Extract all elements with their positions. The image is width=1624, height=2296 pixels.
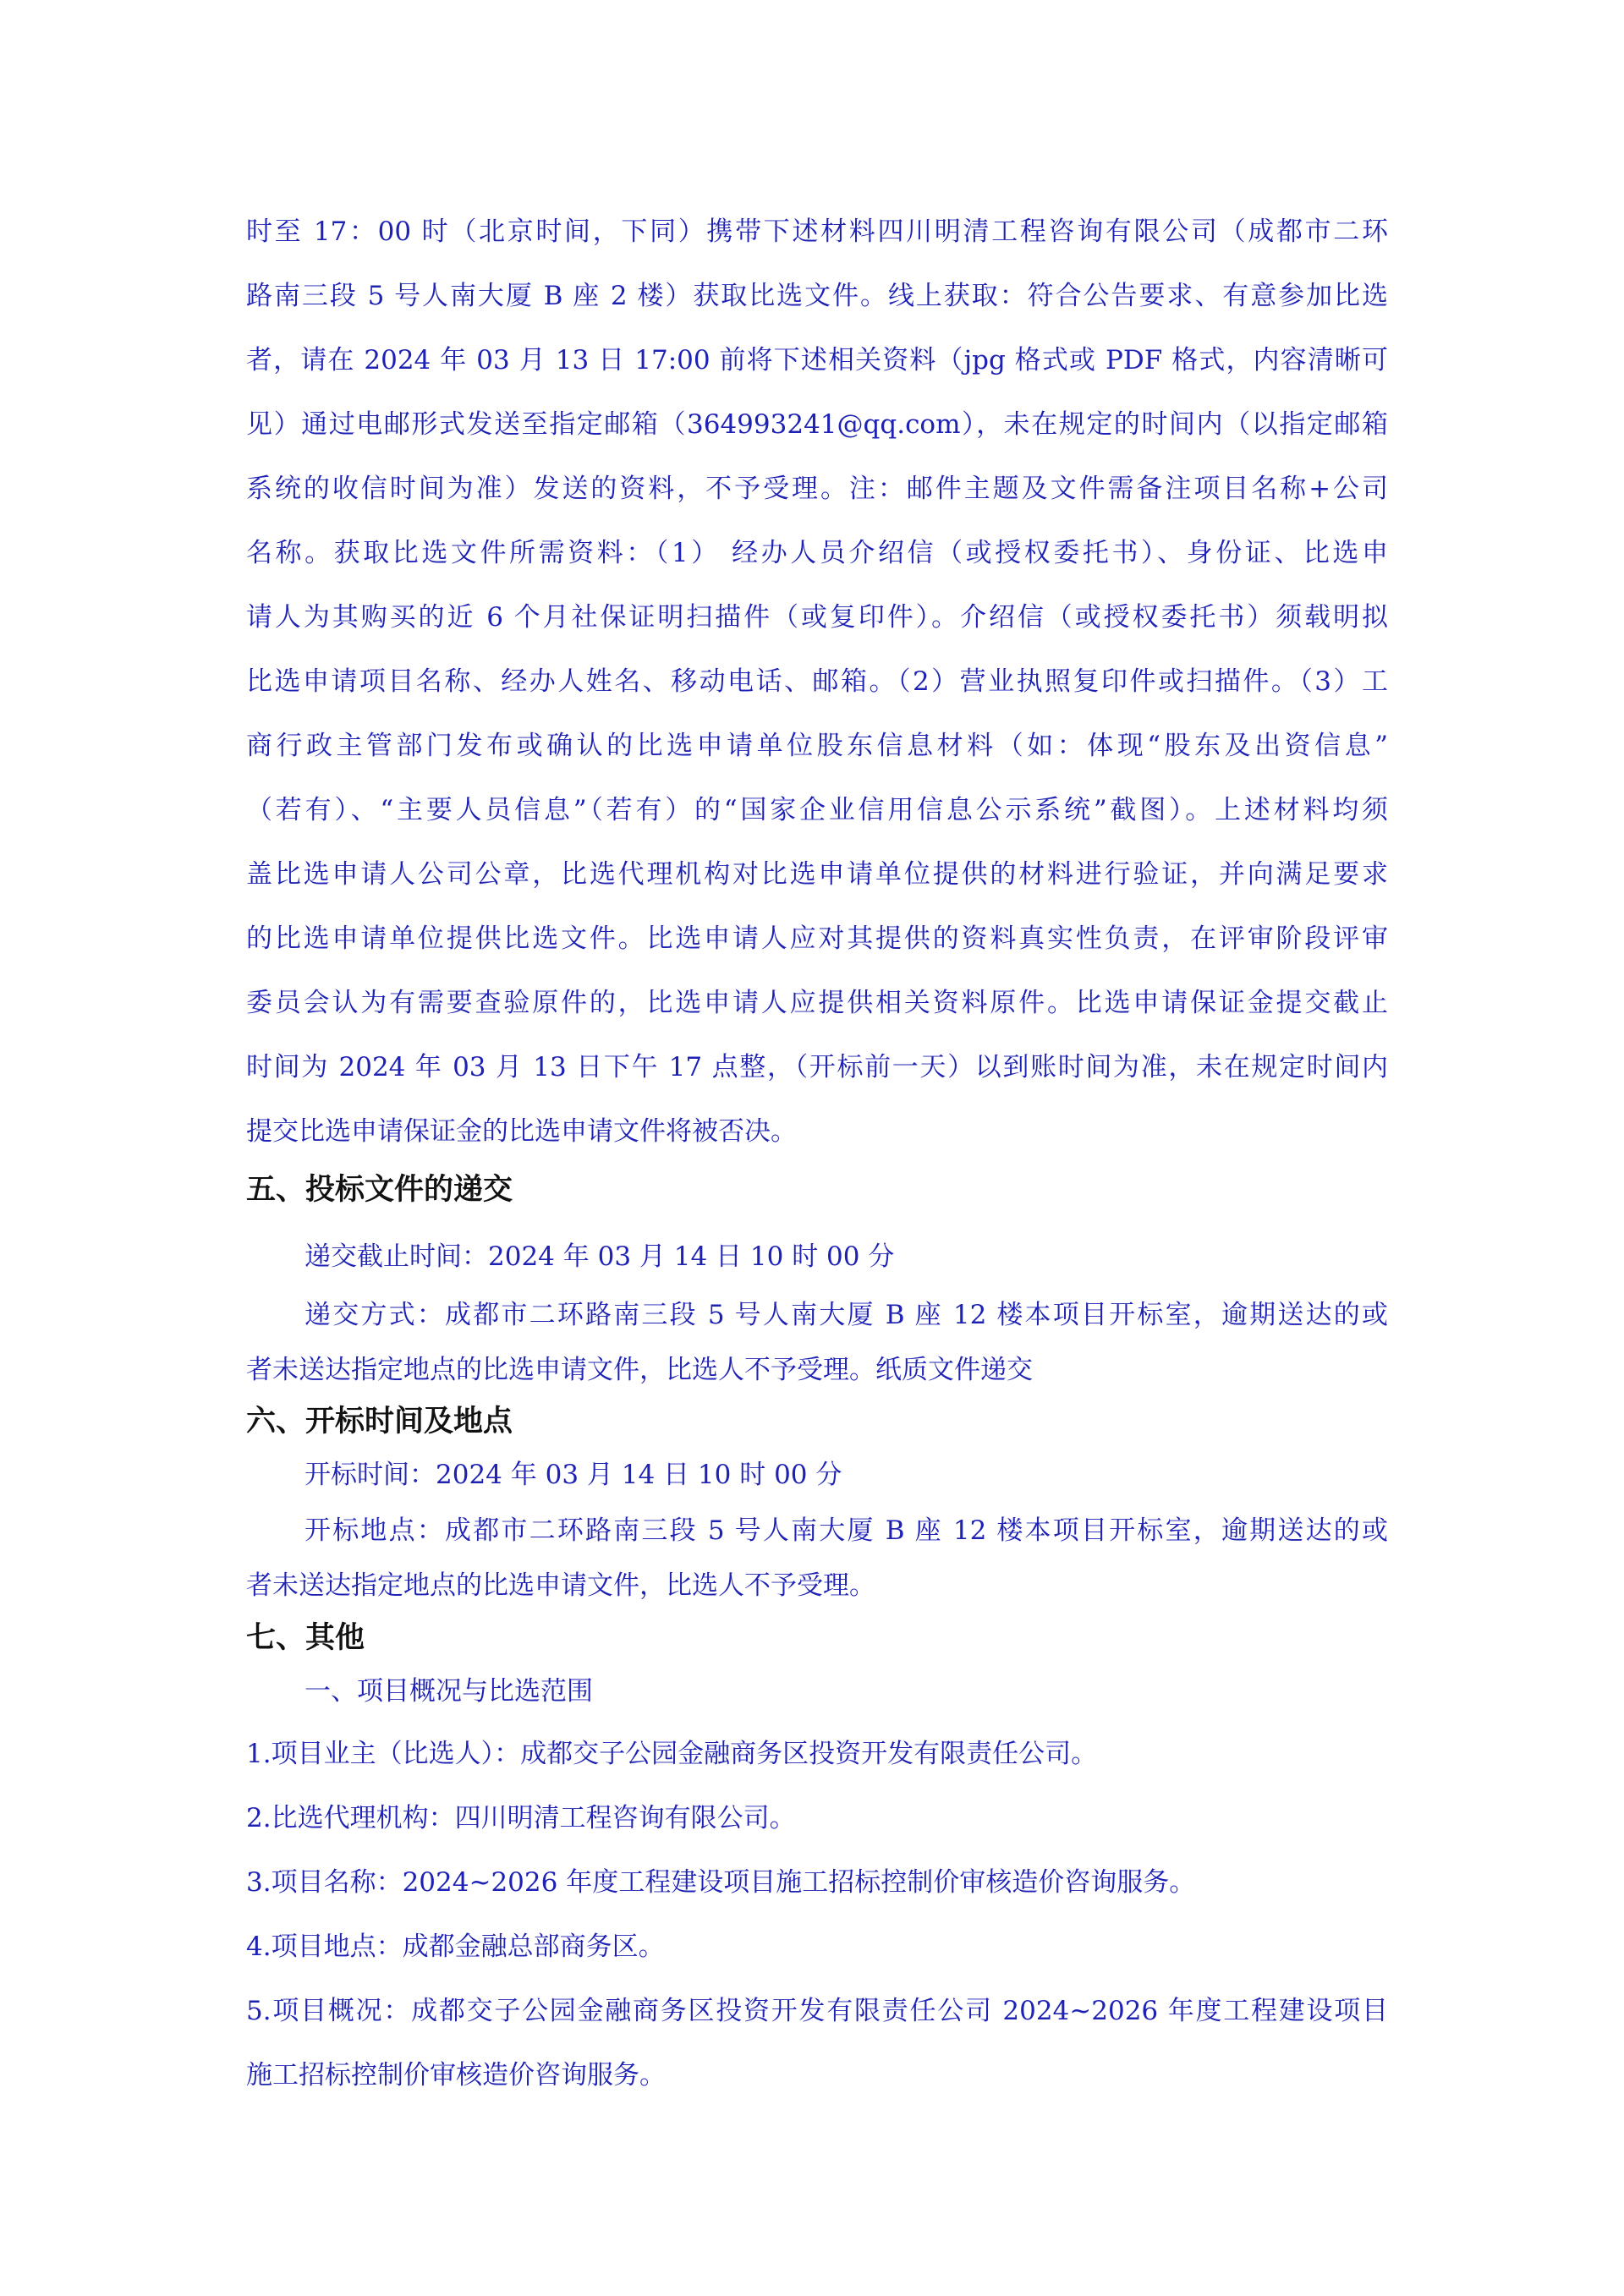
section-heading-other: 七、其他: [246, 1621, 365, 1655]
paragraph-line: 者，请在 2024 年 03 月 13 日 17:00 前将下述相关资料（jpg 格式或 PDF 格式，内容清晰可: [246, 345, 1388, 375]
paragraph-line: 盖比选申请人公司公章，比选代理机构对比选申请单位提供的材料进行验证，并向满足要求: [246, 859, 1388, 890]
opening-time: 开标时间：2024 年 03 月 14 日 10 时 00 分: [304, 1460, 842, 1490]
submission-method-line: 者未送达指定地点的比选申请文件，比选人不予受理。纸质文件递交: [246, 1355, 1033, 1385]
paragraph-line: 路南三段 5 号人南大厦 B 座 2 楼）获取比选文件。线上获取：符合公告要求、有意参加比选: [246, 281, 1388, 311]
paragraph-line: 时至 17：00 时（北京时间，下同）携带下述材料四川明清工程咨询有限公司（成都市二环: [246, 216, 1388, 247]
paragraph-line: 比选申请项目名称、经办人姓名、移动电话、邮箱。（2）营业执照复印件或扫描件。（3）工: [246, 666, 1388, 697]
submission-method-line: 递交方式：成都市二环路南三段 5 号人南大厦 B 座 12 楼本项目开标室，逾期送达的或: [304, 1300, 1388, 1330]
paragraph-line: （若有）、“主要人员信息”（若有）的“国家企业信用信息公示系统”截图）。上述材料均须: [246, 795, 1388, 825]
list-item: 1.项目业主（比选人）：成都交子公园金融商务区投资开发有限责任公司。: [246, 1739, 1098, 1769]
list-item: 施工招标控制价审核造价咨询服务。: [246, 2060, 666, 2091]
submission-deadline: 递交截止时间：2024 年 03 月 14 日 10 时 00 分: [304, 1241, 895, 1272]
section-heading-submission: 五、投标文件的递交: [246, 1173, 513, 1207]
paragraph-line: 的比选申请单位提供比选文件。比选申请人应对其提供的资料真实性负责，在评审阶段评审: [246, 923, 1388, 954]
paragraph-line: 名称。获取比选文件所需资料：（1） 经办人员介绍信（或授权委托书）、身份证、比选申: [246, 538, 1388, 568]
section-heading-opening: 六、开标时间及地点: [246, 1405, 513, 1438]
paragraph-line: 商行政主管部门发布或确认的比选申请单位股东信息材料（如：体现“股东及出资信息”: [246, 731, 1388, 761]
paragraph-line: 提交比选申请保证金的比选申请文件将被否决。: [246, 1116, 797, 1147]
list-item: 2.比选代理机构：四川明清工程咨询有限公司。: [246, 1803, 796, 1833]
list-item: 3.项目名称：2024~2026 年度工程建设项目施工招标控制价审核造价咨询服务。: [246, 1867, 1196, 1898]
paragraph-line: 见）通过电邮形式发送至指定邮箱（364993241@qq.com），未在规定的时间内（以指定邮箱: [246, 409, 1388, 440]
paragraph-line: 委员会认为有需要查验原件的，比选申请人应提供相关资料原件。比选申请保证金提交截止: [246, 988, 1388, 1018]
paragraph-line: 系统的收信时间为准）发送的资料，不予受理。注：邮件主题及文件需备注项目名称+公司: [246, 474, 1388, 504]
paragraph-line: 请人为其购买的近 6 个月社保证明扫描件（或复印件）。介绍信（或授权委托书）须载明拟: [246, 602, 1388, 633]
opening-place-line: 者未送达指定地点的比选申请文件，比选人不予受理。: [246, 1570, 875, 1601]
list-item: 5.项目概况：成都交子公园金融商务区投资开发有限责任公司 2024~2026 年度工程建设项目: [246, 1996, 1388, 2026]
project-overview-subheading: 一、项目概况与比选范围: [304, 1676, 593, 1707]
paragraph-line: 时间为 2024 年 03 月 13 日下午 17 点整，（开标前一天）以到账时间为准，未在规定时间内: [246, 1052, 1388, 1082]
list-item: 4.项目地点：成都金融总部商务区。: [246, 1932, 665, 1962]
opening-place-line: 开标地点：成都市二环路南三段 5 号人南大厦 B 座 12 楼本项目开标室，逾期送达的或: [304, 1515, 1388, 1546]
